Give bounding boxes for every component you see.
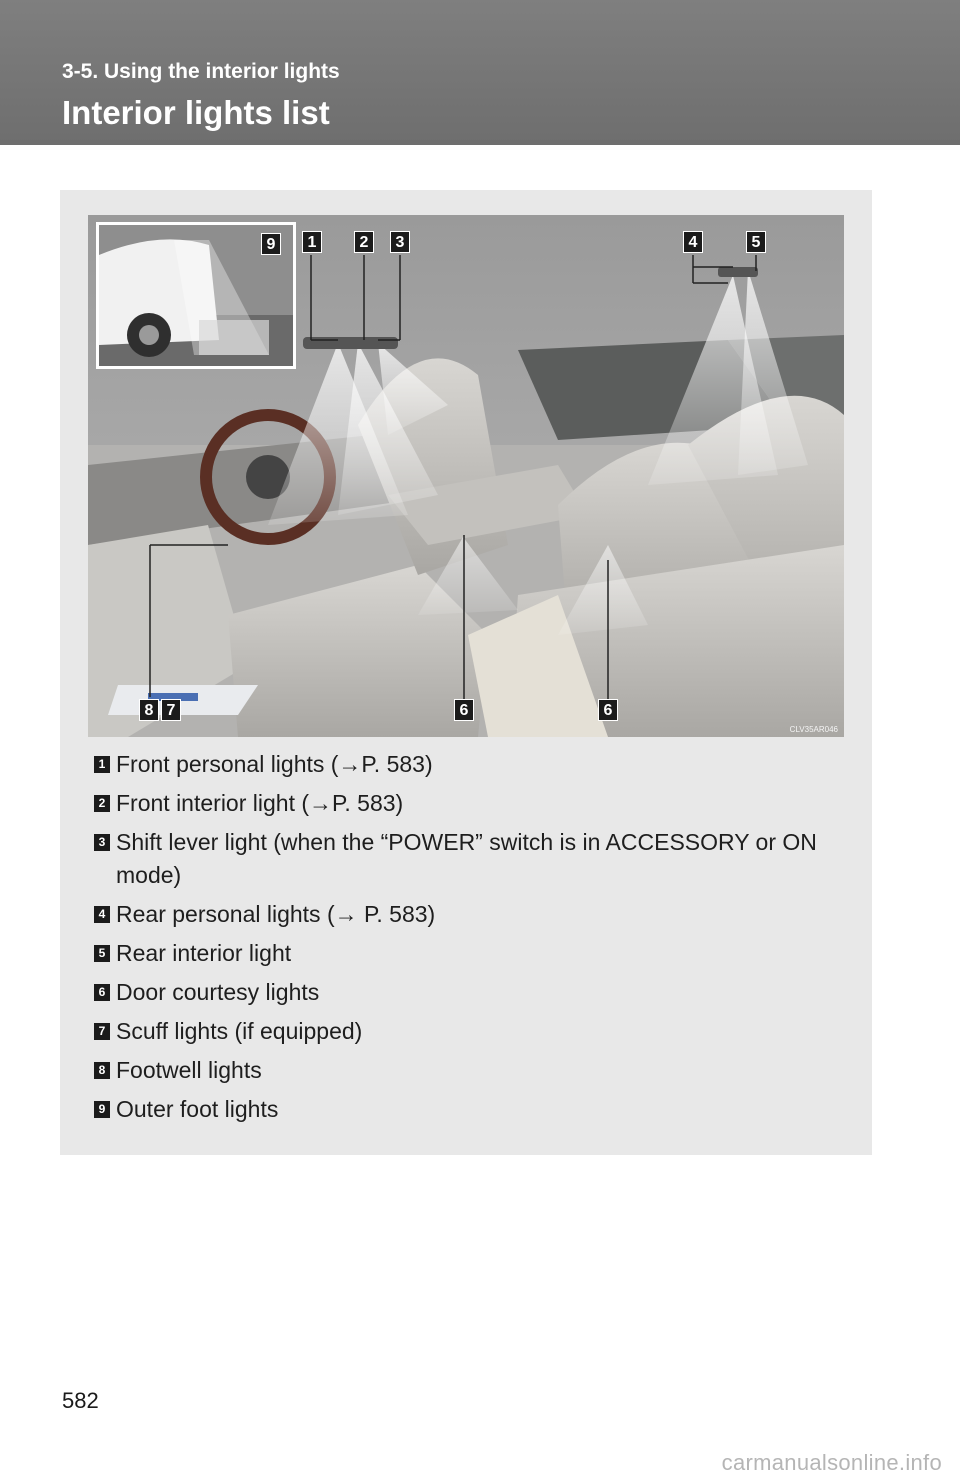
section-label: 3-5. Using the interior lights: [62, 60, 340, 83]
legend-item: [94, 937, 854, 970]
watermark: carmanualsonline.info: [721, 1450, 942, 1475]
legend-number: 2: [94, 795, 110, 812]
callout-3: 3: [390, 231, 410, 253]
callout-6-rear: 6: [598, 699, 618, 721]
legend-label: Door courtesy lights: [116, 979, 320, 1005]
image-code: CLV35AR046: [789, 725, 838, 734]
callout-1: 1: [302, 231, 322, 253]
legend-number: 9: [94, 1101, 110, 1118]
legend-number: 6: [94, 984, 110, 1001]
interior-lights-figure: [88, 215, 844, 737]
legend-label: Shift lever light (when the “POWER” switch is in ACCESSORY or ON mode): [116, 829, 817, 888]
legend-item: [94, 826, 854, 892]
legend-number: 3: [94, 834, 110, 851]
page-header: [0, 0, 960, 145]
callout-8: 8: [139, 699, 159, 721]
legend-number: 8: [94, 1062, 110, 1079]
legend-label: Scuff lights (if equipped): [116, 1018, 363, 1044]
legend-item: [94, 1054, 854, 1087]
legend-item: [94, 898, 854, 931]
callout-6-front: 6: [454, 699, 474, 721]
legend-item: [94, 748, 854, 781]
callout-2: 2: [354, 231, 374, 253]
page-title: Interior lights list: [62, 94, 330, 131]
legend-label: Outer foot lights: [116, 1096, 279, 1122]
legend-label: Front interior light (→P. 583): [116, 790, 404, 816]
callout-4: 4: [683, 231, 703, 253]
legend-item: [94, 976, 854, 1009]
page-number: 582: [62, 1388, 99, 1413]
callout-9: 9: [261, 233, 281, 255]
callout-5: 5: [746, 231, 766, 253]
lights-legend: [94, 748, 854, 1132]
legend-label: Front personal lights (→P. 583): [116, 751, 433, 777]
legend-item: [94, 1093, 854, 1126]
legend-label: Rear personal lights (→ P. 583): [116, 901, 436, 927]
legend-number: 5: [94, 945, 110, 962]
legend-label: Footwell lights: [116, 1057, 262, 1083]
callout-7: 7: [161, 699, 181, 721]
legend-number: 7: [94, 1023, 110, 1040]
legend-number: 1: [94, 756, 110, 773]
legend-number: 4: [94, 906, 110, 923]
legend-item: [94, 1015, 854, 1048]
legend-label: Rear interior light: [116, 940, 292, 966]
legend-item: [94, 787, 854, 820]
